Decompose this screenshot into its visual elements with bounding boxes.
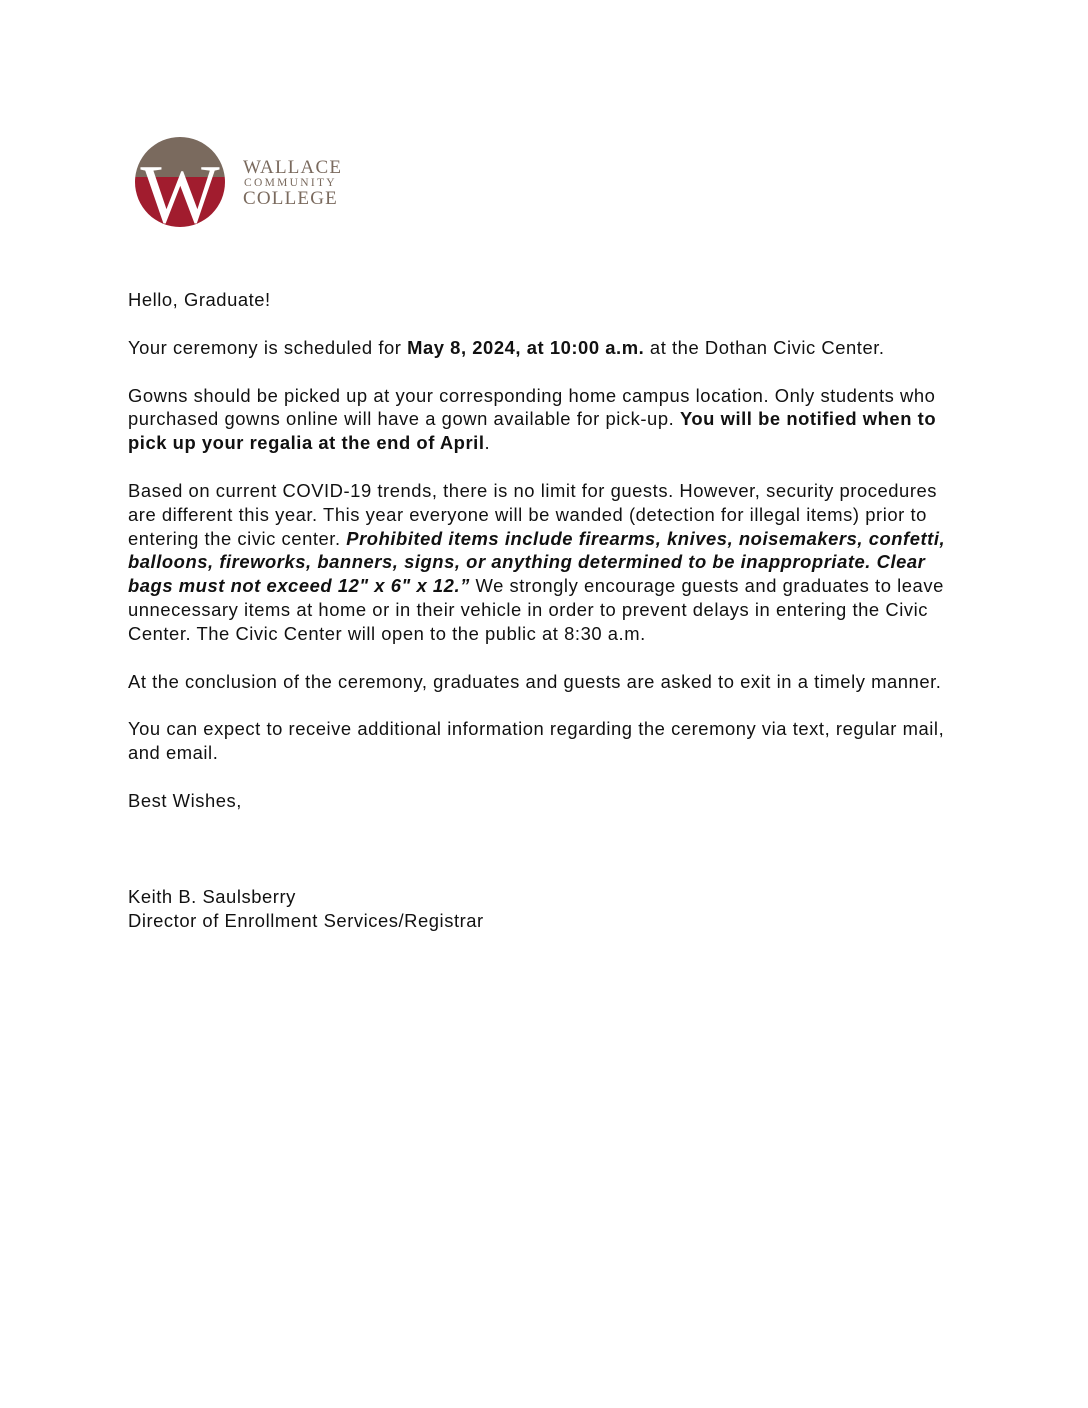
closing: Best Wishes,	[128, 789, 242, 811]
conclusion-paragraph: At the conclusion of the ceremony, graduates and guests are asked to exit in a timely manner.	[128, 670, 942, 692]
gowns-text-c: .	[484, 432, 491, 454]
security-text-a: Based on current COVID-19 trends, there is no limit for guests. However, security procedures are different this year. This year everyone will be wanded (detection for illegal items) prior to entering the civic center.	[128, 479, 938, 549]
ceremony-text-c: at the Dothan Civic Center.	[644, 336, 885, 358]
gowns-paragraph	[128, 384, 958, 455]
college-logo	[134, 133, 374, 233]
ceremony-text-a: Your ceremony is scheduled for	[128, 336, 408, 358]
logo-text-line3: COLLEGE	[243, 188, 338, 209]
security-text-c: We strongly encourage guests and graduates to leave unnecessary items at home or in their vehicle in order to prevent delays in entering the Civic Center. The Civic Center will open to the public at 8:30 a.m.	[128, 575, 944, 644]
signer-title: Director of Enrollment Services/Registrar	[128, 909, 484, 931]
info-paragraph: You can expect to receive additional information regarding the ceremony via text, regular mail, and email.	[128, 718, 945, 764]
letter-body	[128, 288, 958, 956]
college-logo-graphic	[134, 133, 374, 233]
prohibited-items: Prohibited items include firearms, knives, noisemakers, confetti, balloons, fireworks, banners, signs, or anything determined to be inappropriate. Clear bags must not exceed 12" x 6" x 12.”	[128, 527, 946, 597]
ceremony-date: May 8, 2024, at 10:00 a.m.	[407, 336, 645, 358]
ceremony-paragraph	[128, 336, 958, 360]
signature-block	[128, 885, 958, 933]
gowns-text-a: Gowns should be picked up at your corresponding home campus location. Only students who purchased gowns online will have a gown available for pick-up.	[128, 384, 936, 430]
logo-text-line1: WALLACE	[243, 157, 343, 178]
emblem-letter: W	[140, 148, 220, 233]
security-paragraph	[128, 479, 958, 646]
greeting: Hello, Graduate!	[128, 289, 271, 310]
logo-text-line2: COMMUNITY	[244, 177, 337, 189]
gowns-notice: You will be notified when to pick up your regalia at the end of April	[128, 408, 937, 454]
signer-name: Keith B. Saulsberry	[128, 885, 296, 907]
